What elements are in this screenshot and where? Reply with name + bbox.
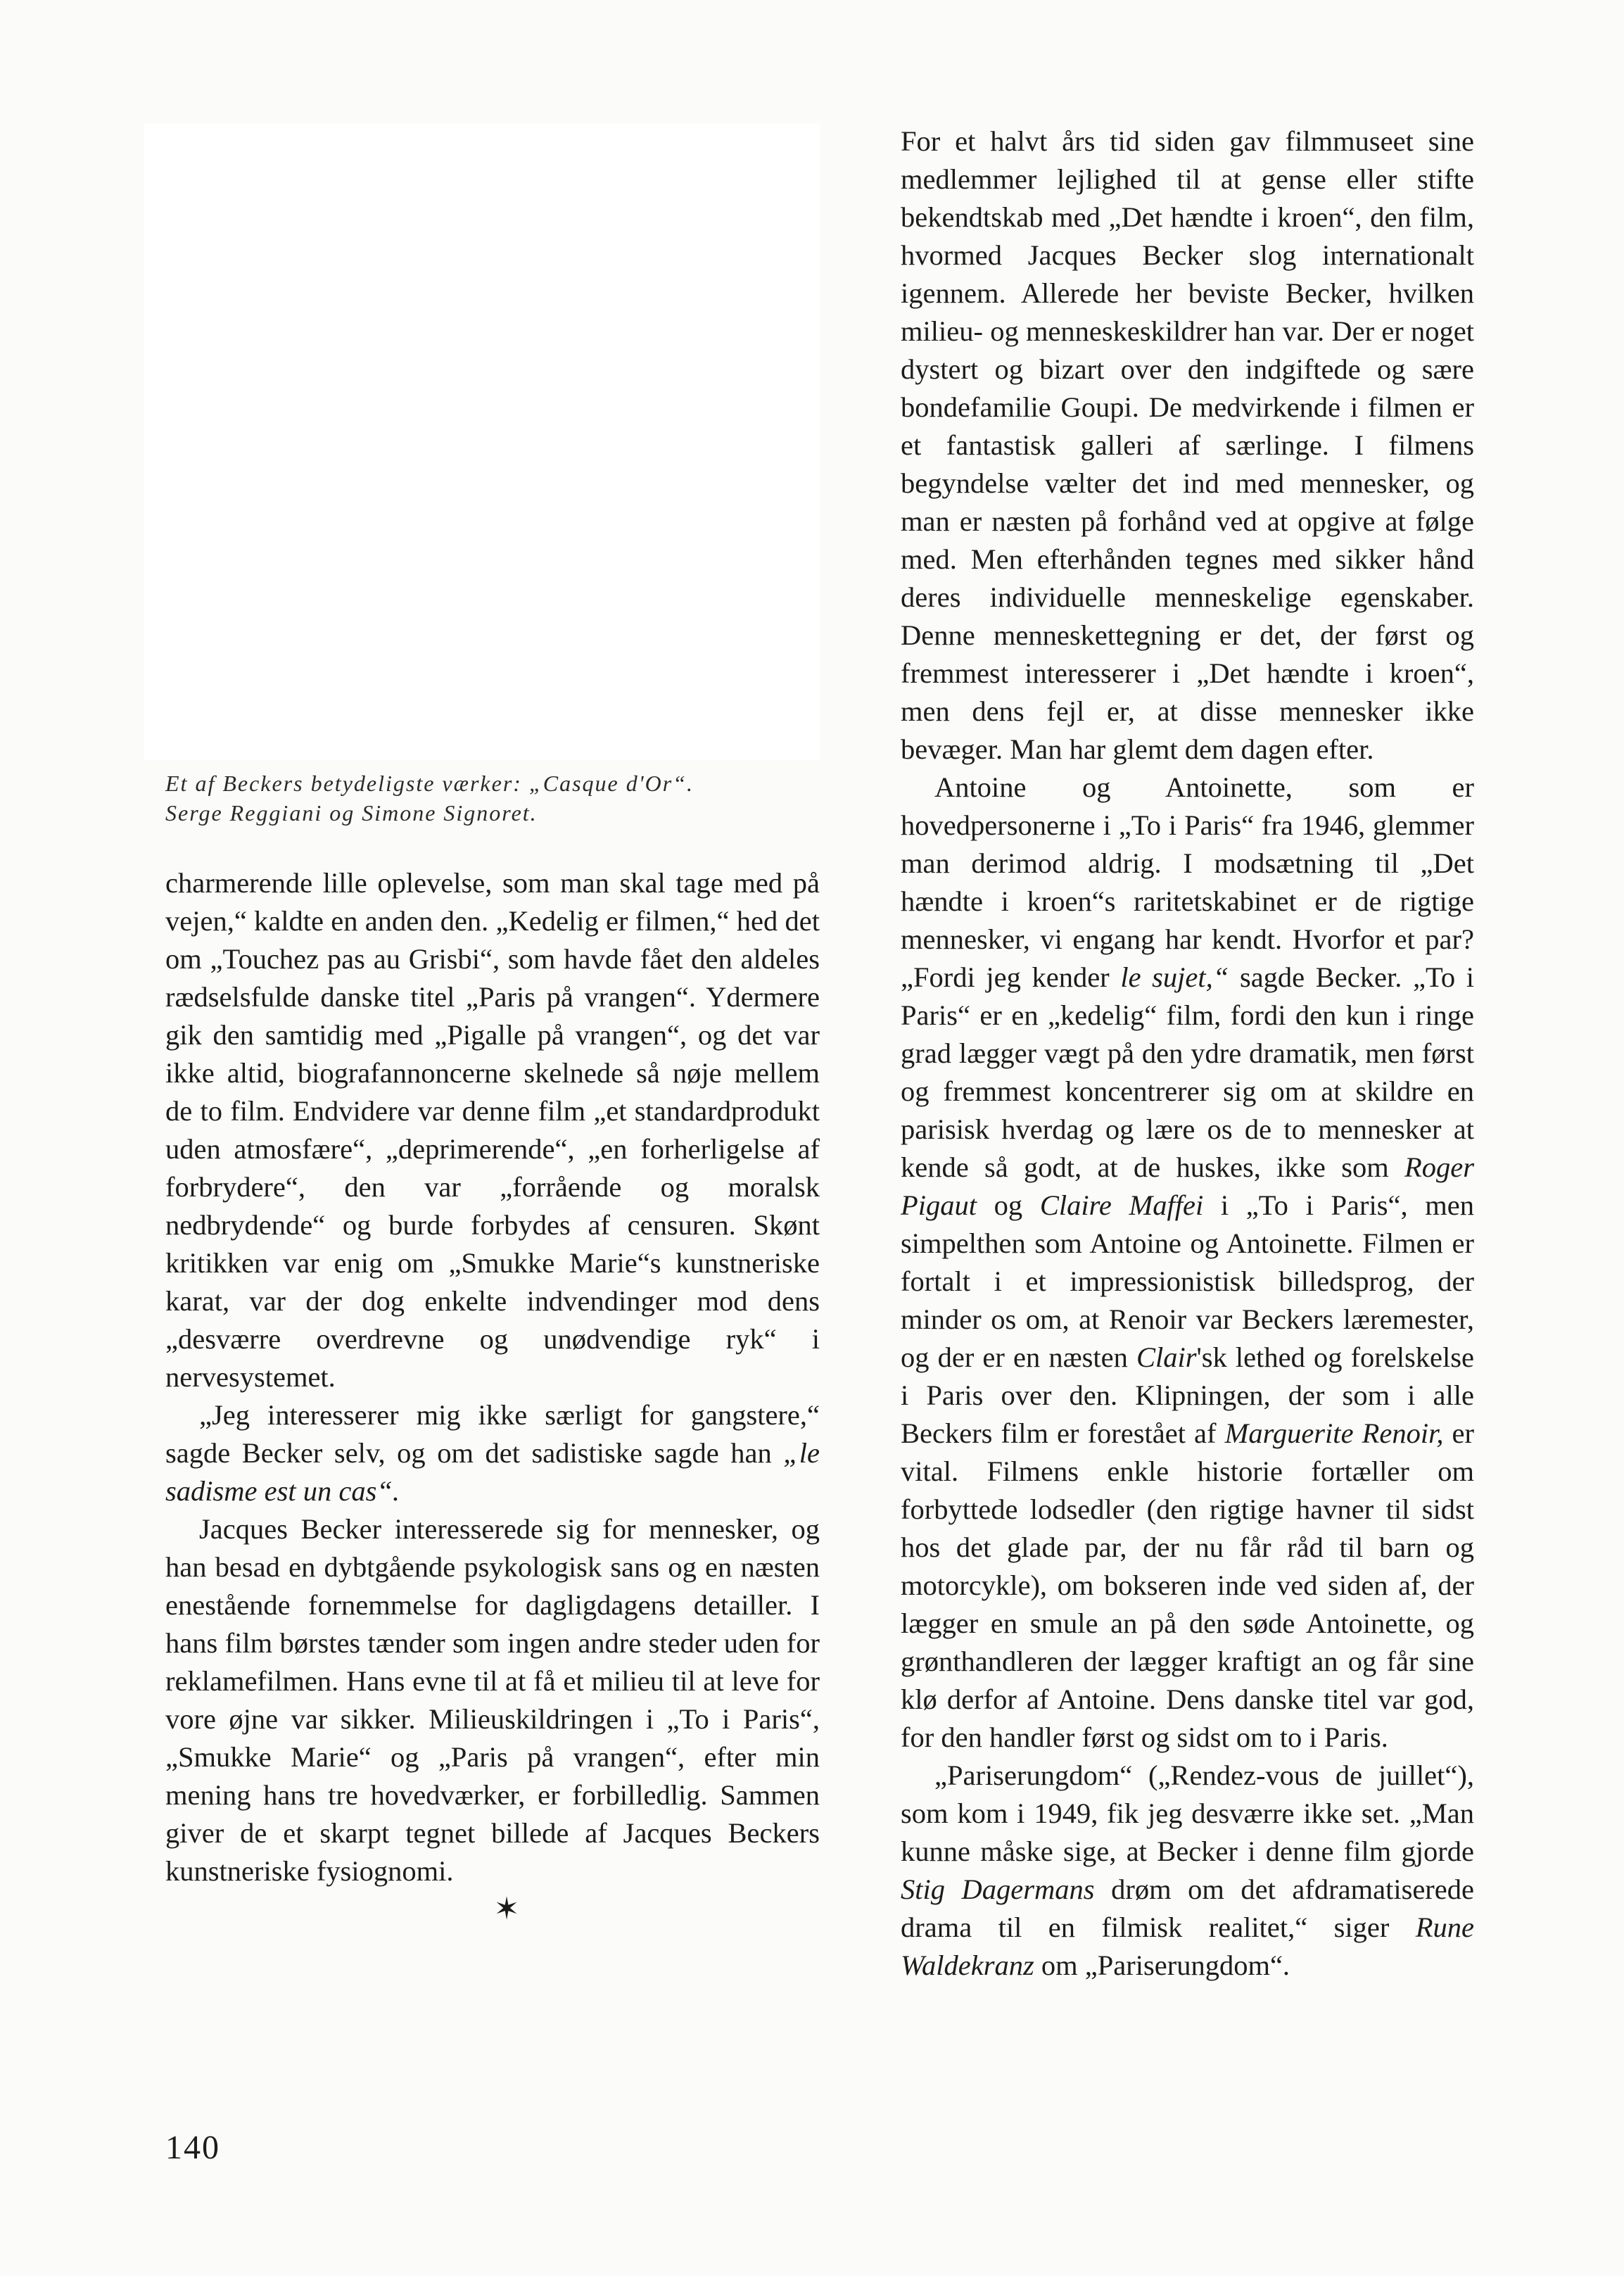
right-p2-text-i: 'sk lethed og forelskelse i Paris over den. Klipningen, der som i alle Beckers film er forestået af <box>901 1341 1474 1449</box>
right-p2-text-a: Antoine og Antoinette, som er hovedpersonerne i „To i Paris“ fra 1946, glemmer man derimod aldrig. I modsætning til „Det hændte i kroen“s raritetskabinet er de rigtige mennesker, vi engang har kendt. Hvorfor et par? „Fordi jeg kender <box>901 771 1474 993</box>
right-p2-text-g: i „To i Paris“, men simpelthen som Antoine og Antoinette. Filmen er fortalt i et impressionistisk billedsprog, der minder os om, at Renoir var Beckers læremester, og der er en næsten <box>901 1189 1474 1373</box>
left-paragraph-1: charmerende lille oplevelse, som man skal tage med på vejen,“ kaldte en anden den. „Kedelig er filmen,“ hed det om „Touchez pas au Grisbi“, som havde fået den aldeles rædselsfulde danske titel „Paris på vrangen“. Ydermere gik den samtidig med „Pigalle på vrangen“, og det var ikke altid, biografannoncerne skelnede så nøje mellem de to film. Endvidere var denne film „et standardprodukt uden atmosfære“, „deprimerende“, „en forherligelse af forbrydere“, den var „forrående og moralsk nedbrydende“ og burde forbydes af censuren. Skønt kritikken var enig om „Smukke Marie“s kunstneriske karat, var der dog enkelte indvendinger mod dens „desværre overdrevne og unødvendige ryk“ i nervesystemet. <box>165 867 820 1393</box>
left-p2-text: „Jeg interesserer mig ikke særligt for gangstere,“ sagde Becker selv, og om det sadistiske sagde han <box>165 1399 820 1469</box>
right-p2-italic-renoir: Marguerite Renoir, <box>1224 1417 1444 1449</box>
right-p2-italic-clair: Clair <box>1136 1341 1197 1373</box>
right-p3-text-c: drøm om det afdramatiserede drama til en filmisk realitet,“ siger <box>901 1873 1474 1943</box>
right-paragraph-2 <box>901 769 1474 1757</box>
right-p3-text-a: „Pariserungdom“ („Rendez-vous de juillet“), som kom i 1949, fik jeg desværre ikke set. „Man kunne måske sige, at Becker i denne film gjorde <box>901 1759 1474 1867</box>
section-star-icon: ✶ <box>493 1892 520 1926</box>
right-paragraph-1: For et halvt års tid siden gav filmmuseet sine medlemmer lejlighed til at gense eller stifte bekendtskab med „Det hændte i kroen“, den film, hvormed Jacques Becker slog internationalt igennem. Allerede her beviste Becker, hvilken milieu- og menneskeskildrer han var. Der er noget dystert og bizart over den indgiftede og sære bondefamilie Goupi. De medvirkende i filmen er et fantastisk galleri af særlinge. I filmens begyndelse vælter det ind med mennesker, og man er næsten på forhånd ved at opgive at følge med. Men efterhånden tegnes med sikker hånd deres individuelle menneskelige egenskaber. Denne menneskettegning er det, der først og fremmest interesserer i „Det hændte i kroen“, men dens fejl er, at disse mennesker ikke bevæger. Man har glemt dem dagen efter. <box>901 125 1474 765</box>
right-p3-text-e: om „Pariserungdom“. <box>1034 1949 1290 1981</box>
left-paragraph-3: Jacques Becker interesserede sig for mennesker, og han besad en dybtgående psykologisk sans og en næsten enestående fornemmelse for dagligdagens detailler. I hans film børstes tænder som ingen andre steder uden for reklamefilmen. Hans evne til at få et milieu til at leve for vore øjne var sikker. Milieuskildringen i „To i Paris“, „Smukke Marie“ og „Paris på vrangen“, efter min mening hans tre hovedværker, er forbilledlig. Sammen giver de et skarpt tegnet billede af Jacques Beckers kunstneriske fysiognomi. <box>165 1513 820 1887</box>
photo-placeholder <box>144 123 820 760</box>
caption-line-1: Et af Beckers betydeligste værker: „Casque d'Or“. <box>165 771 694 796</box>
left-column <box>165 864 820 1928</box>
right-p3-italic-waldekranz: Rune Waldekranz <box>901 1911 1474 1981</box>
page-number: 140 <box>165 2129 220 2166</box>
right-p2-italic-pigaut: Roger Pigaut <box>901 1151 1474 1221</box>
right-p2-italic-maffei: Claire Maffei <box>1039 1189 1204 1221</box>
left-p2-quote: „le sadisme est un cas“. <box>165 1437 820 1507</box>
left-paragraph-2 <box>165 1396 820 1510</box>
right-p2-text-c: sagde Becker. „To i Paris“ er en „kedelig“ film, fordi den kun i ringe grad lægger vægt på den ydre dramatik, men først og fremmest koncentrerer sig om at skildre en parisisk hverdag og lære os de to mennesker at kende så godt, at de huskes, ikke som <box>901 961 1475 1183</box>
right-p2-text-e: og <box>977 1189 1040 1221</box>
right-paragraph-3 <box>901 1757 1474 1985</box>
right-p2-text-k: er vital. Filmens enkle historie fortæller om forbyttede lodsedler (den rigtige havner til sidst hos det glade par, der nu får råd til barn og motorcykle), om bokseren inde ved siden af, der lægger en smule an på den søde Antoinette, og grønthandleren der lægger kraftigt an og får sine klø derfor af Antoine. Dens danske titel var god, for den handler først og sidst om to i Paris. <box>901 1417 1474 1753</box>
right-column <box>901 122 1474 1985</box>
caption-line-2: Serge Reggiani og Simone Signoret. <box>165 800 538 826</box>
right-p2-italic-sujet: le sujet,“ <box>1120 961 1229 993</box>
photo-caption <box>165 769 841 828</box>
right-p3-italic-dagerman: Stig Dagermans <box>901 1873 1095 1905</box>
